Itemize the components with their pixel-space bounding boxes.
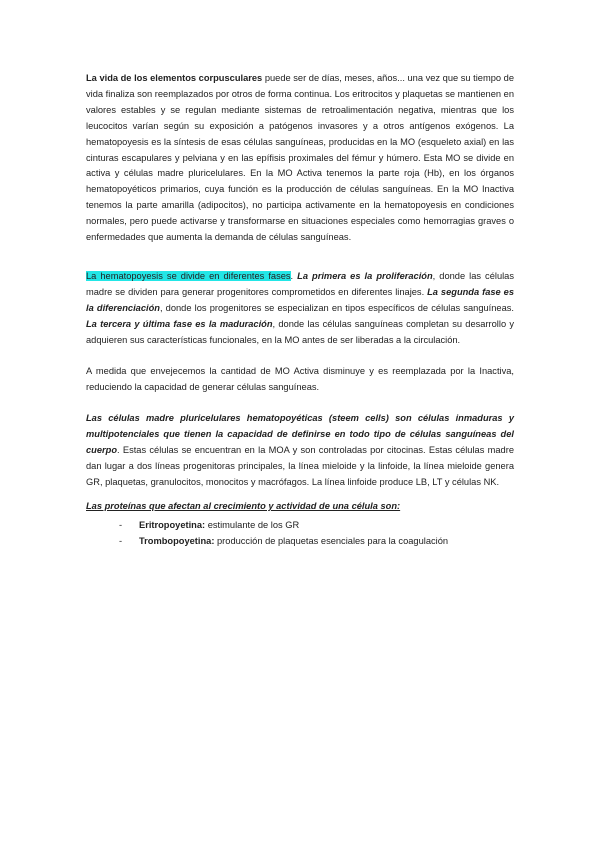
phase-differentiation: La segunda fase es la diferenciación bbox=[86, 286, 514, 313]
paragraph-phases bbox=[86, 269, 514, 349]
list-description: producción de plaquetas esenciales para la coagulación bbox=[214, 535, 449, 546]
proteins-list bbox=[119, 518, 519, 550]
phases-text-1: . bbox=[290, 271, 298, 281]
stem-cells-body: . Estas células se encuentran en la MOA y son controladas por citocinas. Estas células madre dan lugar a dos líneas progenitoras principales, la línea mieloide y la linfoide, la línea mieloide genera GR, plaquetas, granulocitos, monocitos y macrófagos. La línea linfoide produce LB, LT y células NK. bbox=[86, 444, 514, 487]
paragraph-aging-text: A medida que envejecemos la cantidad de MO Activa disminuye y es reemplazada por la Inactiva, reduciendo la capacidad de generar células sanguíneas. bbox=[86, 366, 514, 392]
list-dash: - bbox=[119, 535, 123, 546]
list-item bbox=[119, 534, 519, 550]
paragraph-stem-cells bbox=[86, 411, 514, 491]
proteins-heading-text: Las proteínas que afectan al crecimiento y actividad de una célula son: bbox=[86, 501, 401, 511]
paragraph-lifespan-body: puede ser de días, meses, años... una vez que su tiempo de vida finaliza son reemplazados por otros de forma continua. Los eritrocitos y plaquetas se mantienen en valores estables y se regulan mediante sistemas de retroalimentación negativa, mientras que los leucocitos varían según su exposición a patógenos invasores y a otros antígenos exógenos. La hematopoyesis es la síntesis de esas células sanguíneas, producidas en la MO (esqueleto axial) en las cinturas escapulares y pelviana y en las epífisis proximales del fémur y húmero. Esta MO se divide en activa y células madre pluricelulares. En la MO Activa tenemos la parte roja (Hb), en los órganos hematopoyéticos primarios, cuya función es la producción de células sanguíneas. En la MO Inactiva tenemos la parte amarilla (adipocitos), no participa activamente en la hematopoyesis en condiciones normales, pero puede activarse y transformarse en situaciones especiales como hemorragias graves o enfermedades que aumenta la demanda de células sanguíneas. bbox=[86, 73, 514, 243]
list-term: Eritropoyetina: bbox=[139, 520, 206, 530]
paragraph-lifespan-bold-intro: La vida de los elementos corpusculares bbox=[86, 73, 263, 83]
highlighted-phrase: La hematopoyesis se divide en diferentes fases bbox=[86, 271, 291, 281]
paragraph-aging bbox=[86, 364, 514, 396]
phases-text-3: , donde los progenitores se especializan en tipos específicos de células sanguíneas. bbox=[159, 302, 514, 313]
list-item bbox=[119, 518, 519, 534]
phases-text-2: , donde las células madre se dividen para generar progenitores comprometidos en diferentes linajes. bbox=[86, 271, 515, 297]
phases-text-4: , donde las células sanguíneas completan su desarrollo y adquieren sus características funcionales, en la MO antes de ser liberadas a la circulación. bbox=[86, 318, 515, 345]
list-dash: - bbox=[119, 520, 123, 530]
proteins-heading bbox=[86, 499, 514, 515]
phase-proliferation: La primera es la proliferación bbox=[297, 271, 433, 281]
paragraph-lifespan bbox=[86, 71, 514, 246]
list-term: Trombopoyetina: bbox=[139, 535, 215, 546]
stem-cells-definition: Las células madre pluricelulares hematopoyéticas (steem cells) son células inmaduras y multipotenciales que tienen la capacidad de definirse en todo tipo de células sanguíneas del cuerpo bbox=[86, 413, 514, 455]
phase-maturation: La tercera y última fase es la maduración bbox=[86, 318, 273, 329]
list-description: estimulante de los GR bbox=[205, 520, 300, 530]
